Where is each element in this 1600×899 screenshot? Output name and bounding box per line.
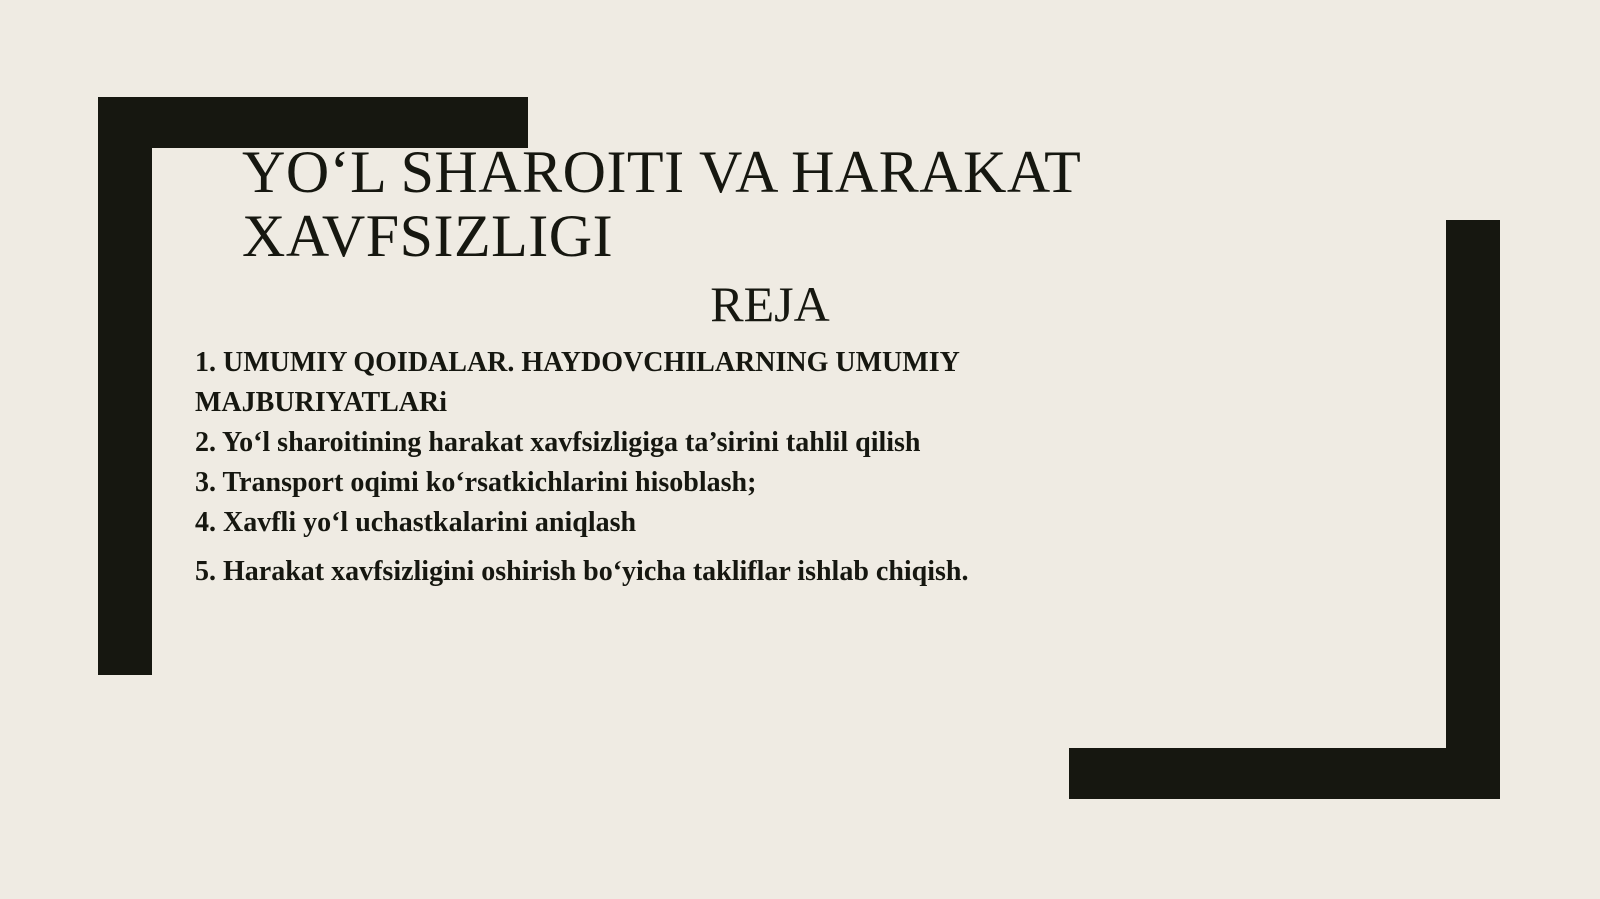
plan-item-3: 3. Transport oqimi ko‘rsatkichlarini hisoblash; [195,467,757,498]
plan-item-5: 5. Harakat xavfsizligini oshirish bo‘yicha takliflar ishlab chiqish. [195,556,969,587]
plan-item-1 [195,343,1075,423]
plan-list [195,343,1075,592]
plan-item-4: 4. Xavfli yo‘l uchastkalarini aniqlash [195,507,637,538]
bottom-right-bracket-vertical [1446,220,1500,798]
bottom-right-bracket-horizontal [1069,748,1500,799]
plan-item-1-line-2: MAJBURIYATLARi [195,387,448,418]
slide-subtitle: REJA [710,276,830,332]
plan-item-2: 2. Yo‘l sharoitining harakat xavfsizligiga ta’sirini tahlil qilish [195,427,921,458]
slide-title-line-1: YO‘L SHAROITI VA HARAKAT [242,139,1082,205]
top-left-bracket-vertical [98,97,152,675]
slide-title-line-2: XAVFSIZLIGI [242,203,614,269]
plan-item-1-line-1: 1. UMUMIY QOIDALAR. HAYDOVCHILARNING UMUMIY [195,347,960,378]
slide-title [242,140,1142,268]
